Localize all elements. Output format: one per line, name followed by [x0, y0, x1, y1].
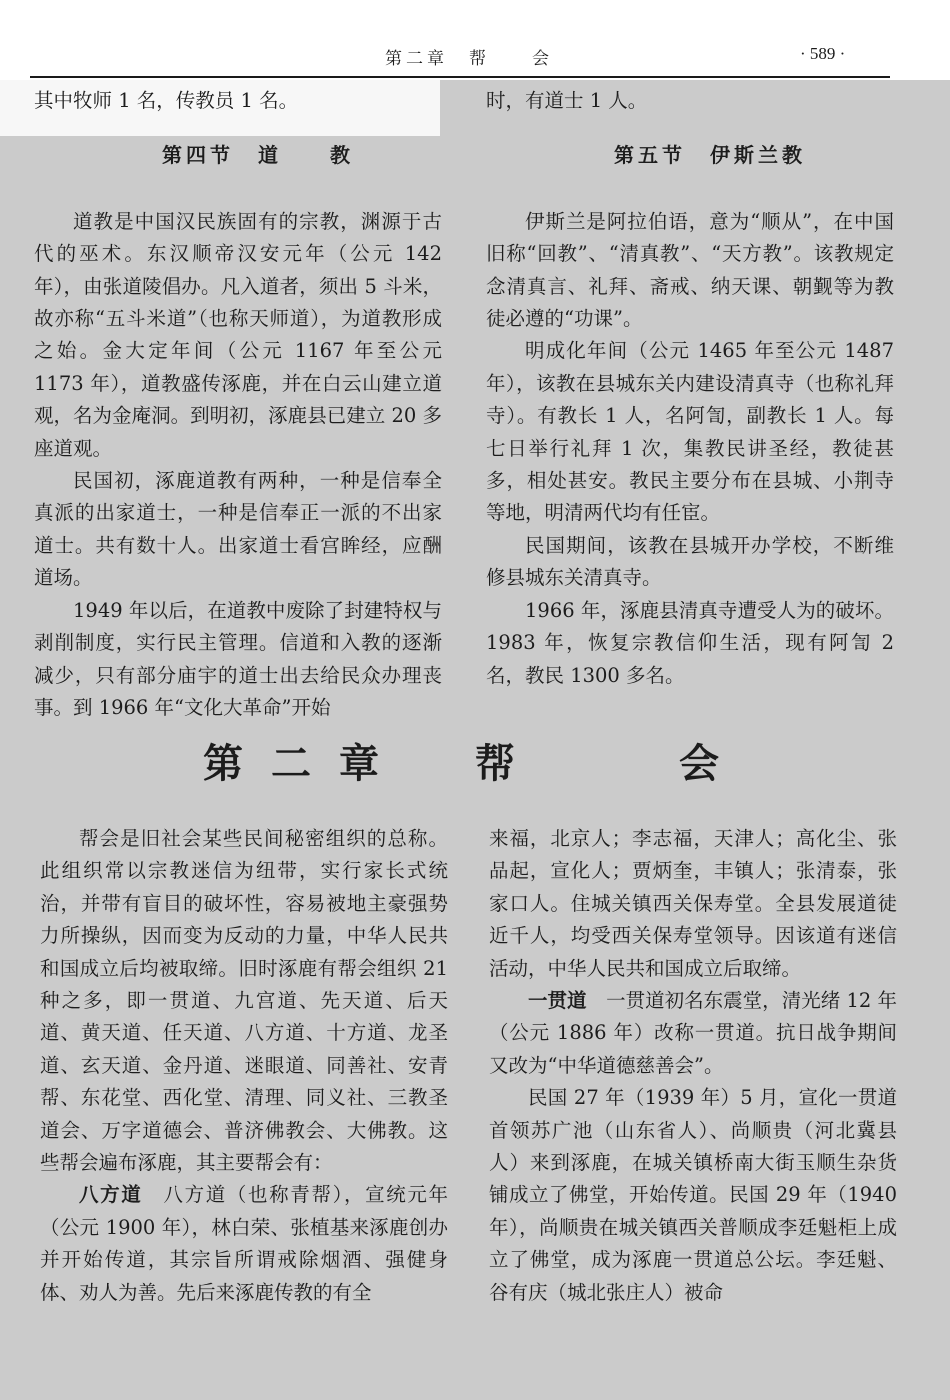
left-column-bottom [40, 823, 448, 1309]
carryover-line: 时，有道士 1 人。 [486, 89, 648, 112]
paragraph: 民国 27 年（1939 年）5 月，宣化一贯道首领苏广池（山东省人）、尚顺贵（河北冀县人）来到涿鹿，在城关镇桥南大街玉顺生杂货铺成立了佛堂，开始传道。民国 29 年（1940 年），尚顺贵在城关镇西关普顺成李廷魁柜上成立了佛堂，成为涿鹿一贯道总公坛。李廷魁、谷有庆（城北张庄人）被命 [489, 1086, 897, 1304]
right-column-top [486, 85, 894, 692]
carryover-paragraph: 来福，北京人；李志福，天津人；高化尘、张品起，宣化人；贾炳奎，丰镇人；张清泰，张家口人。住城关镇西关保寿堂。全县发展道徒近千人，均受西关保寿堂领导。因该道有迷信活动，中华人民共和国成立后取缔。 [489, 827, 897, 980]
term-bafang: 八方道 [79, 1183, 143, 1207]
header-rule [30, 76, 890, 78]
term-yiguan: 一贯道 [528, 989, 587, 1013]
section-title-taoism: 第四节 道 教 [162, 143, 354, 168]
paragraph: 1949 年以后，在道教中废除了封建特权与剥削制度，实行民主管理。信道和入教的逐渐减少，只有部分庙宇的道士出去给民众办理丧事。到 1966 年“文化大革命”开始 [34, 598, 442, 719]
carryover-line: 其中牧师 1 名，传教员 1 名。 [34, 89, 299, 112]
bafang-paragraph [40, 1179, 448, 1309]
section-title-islam: 第五节 伊斯兰教 [614, 143, 806, 168]
running-head: 第二章 帮 会 [385, 49, 553, 69]
paragraph: 帮会是旧社会某些民间秘密组织的总称。此组织常以宗教迷信为纽带，实行家长式统治，并带有盲目的破坏性，容易被地主豪强势力所操纵，因而变为反动的力量，中华人民共和国成立后均被取缔。旧时涿鹿有帮会组织 21 种之多，即一贯道、九宫道、先天道、后天道、黄天道、任天道、八方道、十方道、龙圣道、玄天道、金丹道、迷眼道、同善社、安青帮、东花堂、西化堂、清理、同义社、三教圣道会、万字道德会、普济佛教会、大佛教。这些帮会遍布涿鹿，其主要帮会有： [40, 827, 448, 1175]
paragraph: 明成化年间（公元 1465 年至公元 1487 年），该教在县城东关内建设清真寺（也称礼拜寺）。有教长 1 人，名阿訇，副教长 1 人。每七日举行礼拜 1 次，集教民讲圣经，教徒甚多，相处甚安。教民主要分布在县城、小荆寺等地，明清两代均有任宦。 [486, 339, 894, 525]
yiguan-text: 一贯道初名东震堂，清光绪 12 年（公元 1886 年）改称一贯道。抗日战争期间又改为“中华道德慈善会”。 [489, 989, 897, 1077]
chapter-title: 第二章 帮 会 [203, 740, 747, 787]
page-number: · 589 · [800, 44, 846, 63]
paragraph: 1966 年，涿鹿县清真寺遭受人为的破坏。1983 年，恢复宗教信仰生活，现有阿訇 2 名，教民 1300 多名。 [486, 598, 894, 687]
bafang-text: 八方道（也称青帮），宣统元年（公元 1900 年），林白荣、张植基来涿鹿创办并开始传道，其宗旨所谓戒除烟酒、强健身体、劝人为善。先后来涿鹿传教的有全 [40, 1183, 448, 1304]
paragraph: 伊斯兰是阿拉伯语，意为“顺从”，在中国旧称“回教”、“清真教”、“天方教”。该教规定念清真言、礼拜、斋戒、纳天课、朝觐等为教徒必遵的“功课”。 [486, 209, 894, 331]
paragraph: 民国期间，该教在县城开办学校，不断维修县城东关清真寺。 [486, 533, 894, 590]
right-column-bottom [489, 823, 897, 1309]
paragraph: 道教是中国汉民族固有的宗教，渊源于古代的巫术。东汉顺帝汉安元年（公元 142 年），由张道陵倡办。凡入道者，须出 5 斗米，故亦称“五斗米道”（也称天师道），为道教形成之始。金大定年间（公元 1167 年至公元 1173 年），道教盛传涿鹿，并在白云山建立道观，名为金庵洞。到明初，涿鹿县已建立 20 多座道观。 [34, 209, 442, 460]
left-column-top [34, 85, 442, 724]
yiguan-paragraph [489, 985, 897, 1082]
paragraph: 民国初，涿鹿道教有两种，一种是信奉全真派的出家道士，一种是信奉正一派的不出家道士。共有数十人。出家道士看宫眸经，应酬道场。 [34, 469, 442, 590]
